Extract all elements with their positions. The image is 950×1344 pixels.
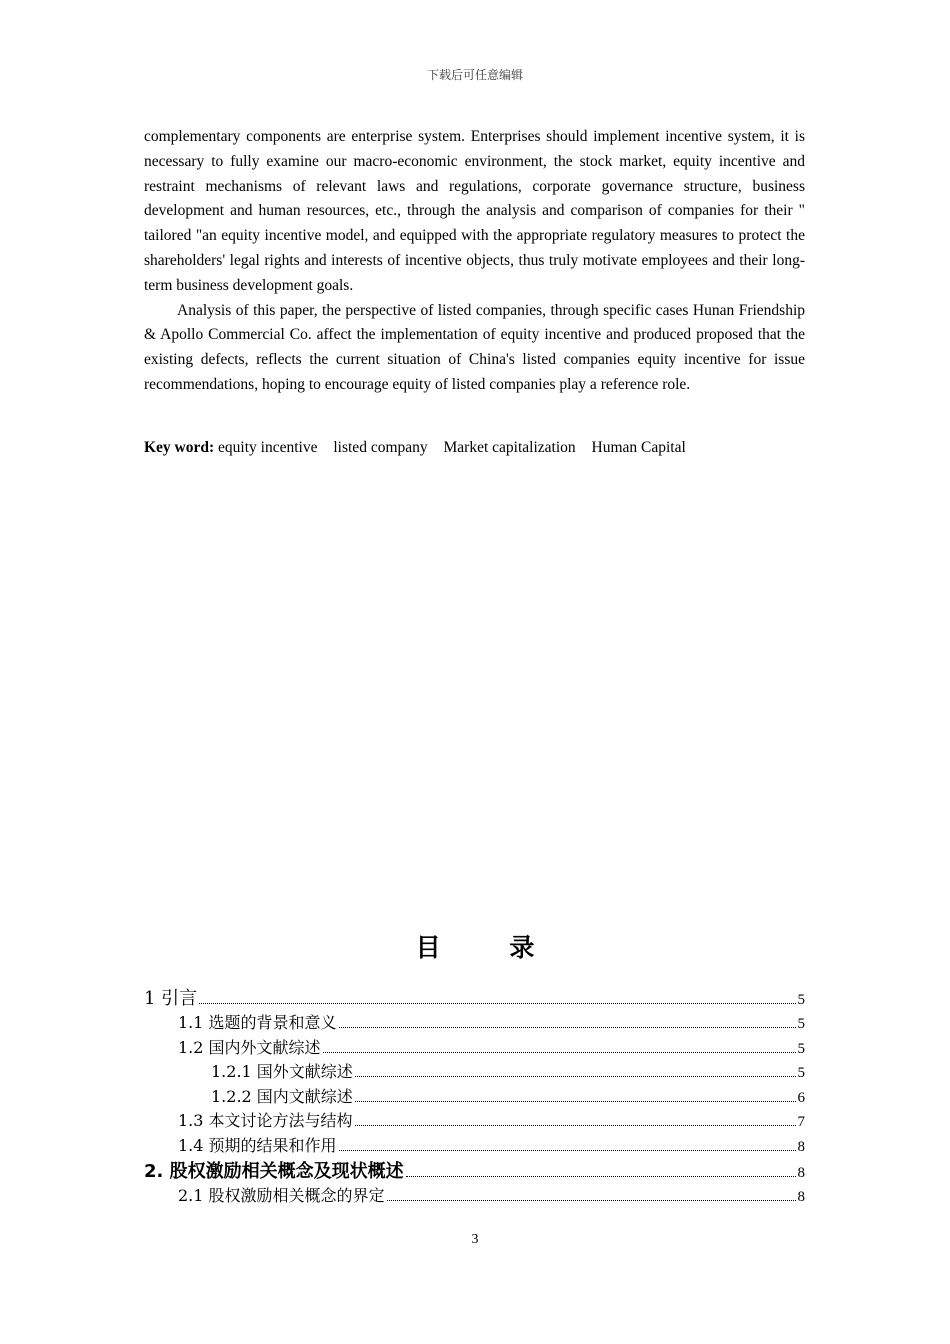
page-number: 3 (471, 1232, 479, 1247)
keywords-label: Key word: (144, 439, 215, 456)
toc-title: 目 录 (415, 933, 565, 962)
abstract-paragraph: complementary components are enterprise system. Enterprises should implement incentive system, it is necessary to fully examine our macro-economic environment, the stock market, equity incentive and restraint mechanisms of relevant laws and regulations, corporate governance structure, business development and human resources, etc., through the analysis and comparison of companies for their " tailored "an equity incentive model, and equipped with the appropriate regulatory measures to protect the shareholders' legal rights and interests of incentive objects, thus truly motivate employees and their long-term business development goals. (144, 128, 805, 294)
toc-entry-label: 1.2 国内外文献综述 (178, 1037, 321, 1057)
toc-entry-page: 7 (797, 1114, 805, 1130)
toc-entry[interactable] (144, 1084, 805, 1109)
toc-dot-leader (323, 1052, 796, 1053)
toc-dot-leader (406, 1176, 796, 1177)
toc-entry-label: 2. 股权激励相关概念及现状概述 (144, 1161, 404, 1182)
toc-entry-page: 5 (797, 1016, 805, 1032)
toc-dot-leader (339, 1027, 796, 1028)
toc-entry-label: 1.2.1 国外文献综述 (211, 1062, 353, 1081)
toc-entry-page: 5 (797, 1065, 805, 1081)
toc-entry-label: 1.1 选题的背景和意义 (178, 1013, 337, 1032)
toc-entry[interactable] (144, 1133, 805, 1158)
toc-dot-leader (355, 1125, 796, 1126)
toc-dot-leader (339, 1150, 796, 1151)
toc-entry[interactable] (144, 1108, 805, 1133)
toc-entry-page: 6 (797, 1089, 805, 1106)
toc-entry[interactable] (144, 1035, 805, 1060)
toc-entry-page: 8 (797, 1189, 805, 1205)
toc-dot-leader (355, 1101, 796, 1102)
toc-entry-page: 8 (797, 1138, 805, 1155)
toc-entry-label: 2.1 股权激励相关概念的界定 (178, 1186, 385, 1205)
toc-entry-label: 1.4 预期的结果和作用 (178, 1135, 337, 1155)
keyword-item: Human Capital (591, 439, 686, 456)
toc-entry[interactable] (144, 1157, 805, 1183)
toc-entry[interactable] (144, 1010, 805, 1035)
toc-entry-page: 5 (797, 1040, 805, 1057)
toc-entry[interactable] (144, 1059, 805, 1084)
toc-entry[interactable] (144, 984, 805, 1010)
toc-entry-label: 1.2.2 国内文献综述 (211, 1086, 353, 1106)
keyword-item: listed company (333, 439, 428, 456)
toc-dot-leader (387, 1200, 796, 1201)
keywords-line (144, 437, 805, 459)
abstract-paragraph: Analysis of this paper, the perspective of listed companies, through specific cases Hunan Friendship & Apollo Commercial Co. affect the implementation of equity incentive and produced proposed that the existing defects, reflects the current situation of China's listed companies equity incentive for issue recommendations, hoping to encourage equity of listed companies play a reference role. (144, 301, 805, 393)
header-note: 下载后可任意编辑 (426, 68, 523, 82)
table-of-contents (144, 984, 805, 1208)
abstract-body (144, 125, 805, 398)
toc-entry-page: 5 (797, 992, 805, 1008)
toc-entry-label: 1.3 本文讨论方法与结构 (178, 1111, 353, 1130)
toc-dot-leader (355, 1076, 796, 1077)
toc-entry-page: 8 (797, 1165, 805, 1181)
toc-dot-leader (199, 1003, 795, 1004)
toc-entry-label: 1 引言 (144, 988, 198, 1009)
toc-entry[interactable] (144, 1183, 805, 1208)
keyword-item: equity incentive (218, 439, 318, 456)
keyword-item: Market capitalization (443, 439, 576, 456)
